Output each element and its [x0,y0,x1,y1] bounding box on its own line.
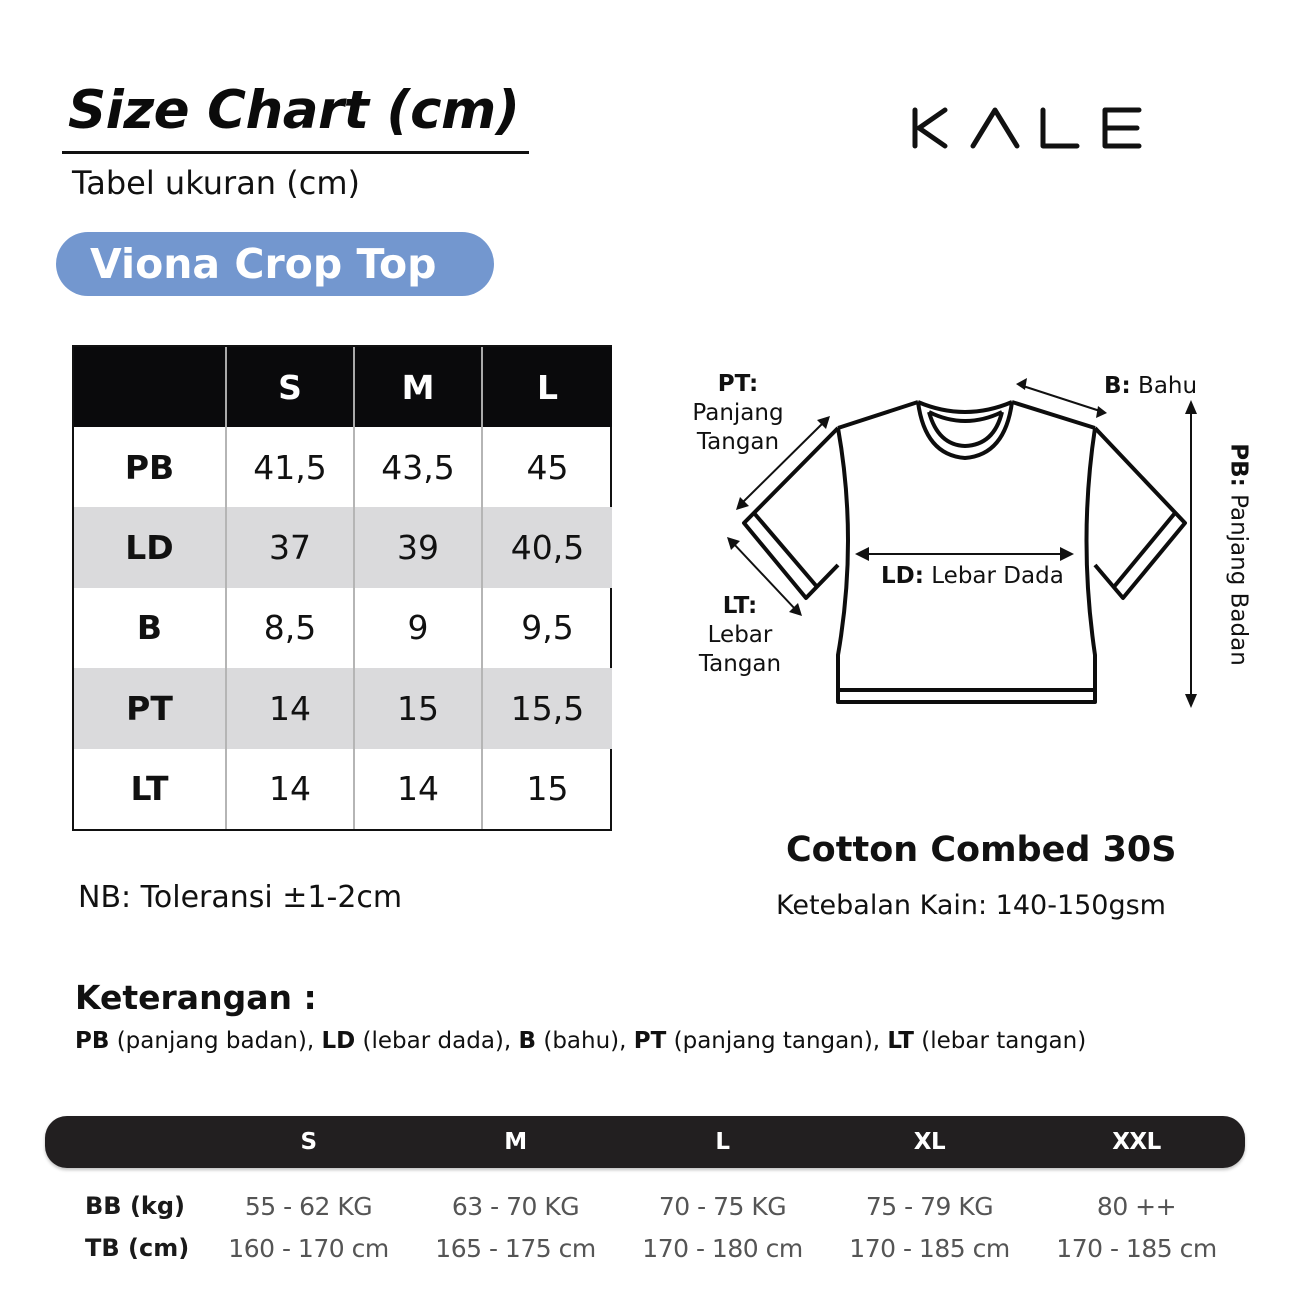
table-cell: 45 [482,427,612,507]
product-name-badge [56,232,494,296]
table-cell: 70 - 75 KG [658,1191,787,1221]
kale-logo-icon [905,105,1145,151]
table-cell: 15 [354,668,482,748]
size-table [72,345,612,831]
row-label: B [136,608,163,648]
fit-header-xxl: XXL [1112,1129,1161,1155]
table-cell: 40,5 [482,507,612,587]
table-cell: 80 ++ [1096,1191,1177,1221]
page-title: Size Chart (cm) [68,80,520,141]
table-cell: 165 - 175 cm [435,1233,596,1263]
header-cell-m: M [354,347,482,427]
b-label: B: Bahu [1104,373,1198,399]
table-cell: 15 [482,749,612,829]
fit-table-header [45,1116,1245,1168]
row-label: LT [130,769,169,809]
legend-title: Keterangan : [75,978,317,1017]
table-cell: 170 - 185 cm [849,1233,1010,1263]
pt-label: PT: Panjang Tangan [692,371,784,455]
table-row [74,749,612,829]
fit-header-s: S [300,1129,317,1155]
row-label: LD [74,507,226,587]
table-row [74,588,612,668]
title-underline [62,151,529,154]
table-row [74,668,612,748]
fit-header-l: L [715,1129,730,1155]
table-cell: 75 - 79 KG [865,1191,994,1221]
table-row [45,1186,1245,1226]
table-cell: 43,5 [354,427,482,507]
table-cell: 63 - 70 KG [451,1191,580,1221]
fit-header-xl: XL [913,1129,946,1155]
table-cell: 9 [354,588,482,668]
lt-label: LT: Lebar Tangan [698,593,782,677]
table-cell: 8,5 [226,588,354,668]
header-cell-empty [74,347,226,427]
table-row [74,427,612,507]
table-cell: 14 [354,749,482,829]
page-subtitle: Tabel ukuran (cm) [72,164,360,202]
header-cell-l: L [482,347,612,427]
table-cell: 55 - 62 KG [244,1191,373,1221]
row-label: PB [124,447,175,487]
table-cell: 15,5 [482,668,612,748]
table-row [45,1228,1245,1268]
table-cell: 14 [226,668,354,748]
size-table-header-row [74,347,612,427]
row-label: PT [74,668,226,748]
table-cell: 41,5 [226,427,354,507]
table-cell: 160 - 170 cm [228,1233,389,1263]
ld-label: LD: Lebar Dada [881,563,1064,589]
fit-header-m: M [504,1129,527,1155]
table-cell: 37 [226,507,354,587]
tolerance-note: NB: Toleransi ±1-2cm [78,880,403,915]
garment-diagram [680,360,1260,720]
table-cell: 9,5 [482,588,612,668]
fabric-thickness: Ketebalan Kain: 140-150gsm [776,890,1166,921]
row-label: TB (cm) [85,1234,190,1262]
table-cell: 170 - 185 cm [1056,1233,1217,1263]
product-name: Viona Crop Top [90,240,437,288]
table-row [74,507,612,587]
row-label: BB (kg) [85,1192,186,1220]
header-cell-s: S [226,347,354,427]
legend-body: PB (panjang badan), LD (lebar dada), B (bahu), PT (panjang tangan), LT (lebar tangan) [75,1028,1087,1054]
table-cell: 39 [354,507,482,587]
table-cell: 170 - 180 cm [642,1233,803,1263]
fabric-title: Cotton Combed 30S [786,830,1177,870]
table-cell: 14 [226,749,354,829]
pb-label: PB: Panjang Badan [1225,443,1252,666]
